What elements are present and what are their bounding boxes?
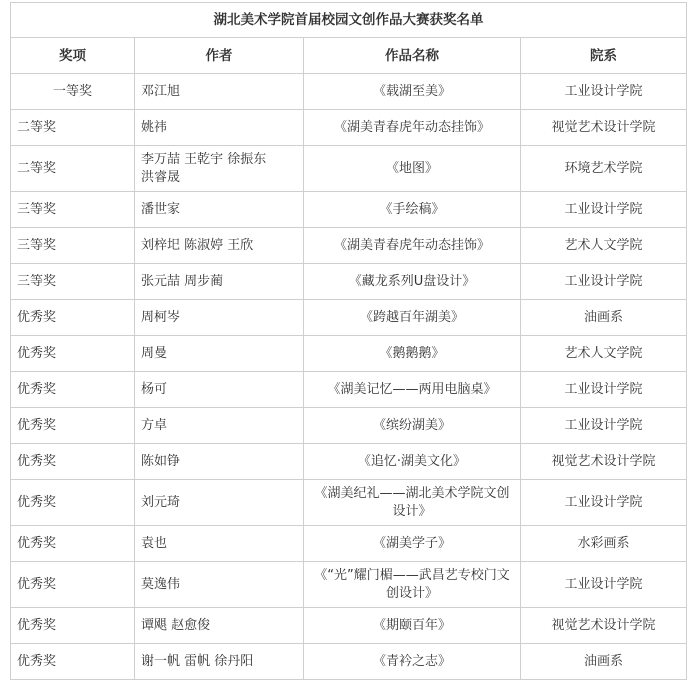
award-cell: 优秀奖	[11, 336, 135, 372]
department-cell: 工业设计学院	[521, 480, 687, 526]
table-row	[11, 444, 687, 480]
table-row	[11, 336, 687, 372]
work-cell: 《期颐百年》	[304, 608, 521, 644]
department-cell: 视觉艺术设计学院	[521, 110, 687, 146]
department-cell: 油画系	[521, 300, 687, 336]
author-cell	[135, 526, 304, 562]
title-row	[11, 3, 687, 38]
department-cell: 环境艺术学院	[521, 146, 687, 192]
author-cell	[135, 562, 304, 608]
header-author: 作者	[135, 38, 304, 74]
author-cell	[135, 608, 304, 644]
header-award: 奖项	[11, 38, 135, 74]
author-cell	[135, 336, 304, 372]
author-cell	[135, 110, 304, 146]
author-line: 陈如铮	[141, 453, 181, 469]
department-cell: 工业设计学院	[521, 408, 687, 444]
department-cell: 视觉艺术设计学院	[521, 608, 687, 644]
award-cell: 优秀奖	[11, 526, 135, 562]
author-cell	[135, 192, 304, 228]
award-cell: 优秀奖	[11, 562, 135, 608]
award-cell: 优秀奖	[11, 408, 135, 444]
author-line: 周曼	[141, 345, 168, 361]
department-cell: 工业设计学院	[521, 372, 687, 408]
department-cell: 工业设计学院	[521, 192, 687, 228]
author-line: 周柯岑	[141, 309, 181, 325]
work-cell: 《“光”耀门楣——武昌艺专校门文创设计》	[304, 562, 521, 608]
work-cell: 《藏龙系列U盘设计》	[304, 264, 521, 300]
award-cell: 优秀奖	[11, 444, 135, 480]
author-line: 刘梓圯 陈淑婷 王欣	[141, 237, 254, 253]
header-row	[11, 38, 687, 74]
work-cell: 《追忆·湖美文化》	[304, 444, 521, 480]
award-cell: 三等奖	[11, 192, 135, 228]
author-cell	[135, 372, 304, 408]
award-cell: 二等奖	[11, 146, 135, 192]
work-cell: 《载湖至美》	[304, 74, 521, 110]
table-row	[11, 526, 687, 562]
department-cell: 艺术人文学院	[521, 228, 687, 264]
author-line: 莫逸伟	[141, 576, 181, 592]
author-line: 邓江旭	[141, 83, 181, 99]
award-cell: 二等奖	[11, 110, 135, 146]
award-cell: 优秀奖	[11, 300, 135, 336]
department-cell: 工业设计学院	[521, 562, 687, 608]
author-cell	[135, 480, 304, 526]
award-cell: 三等奖	[11, 228, 135, 264]
work-cell: 《跨越百年湖美》	[304, 300, 521, 336]
table-title: 湖北美术学院首届校园文创作品大赛获奖名单	[11, 3, 687, 38]
table-row	[11, 372, 687, 408]
author-cell	[135, 146, 304, 192]
department-cell: 艺术人文学院	[521, 336, 687, 372]
author-line: 方卓	[141, 417, 168, 433]
table-row	[11, 264, 687, 300]
work-cell: 《湖美记忆——两用电脑桌》	[304, 372, 521, 408]
author-cell	[135, 264, 304, 300]
table-row	[11, 110, 687, 146]
table-row	[11, 408, 687, 444]
author-line: 姚祎	[141, 119, 168, 135]
table-row	[11, 146, 687, 192]
department-cell: 工业设计学院	[521, 74, 687, 110]
author-cell	[135, 444, 304, 480]
award-cell: 优秀奖	[11, 480, 135, 526]
department-cell: 视觉艺术设计学院	[521, 444, 687, 480]
department-cell: 水彩画系	[521, 526, 687, 562]
work-cell: 《湖美青春虎年动态挂饰》	[304, 110, 521, 146]
work-cell: 《缤纷湖美》	[304, 408, 521, 444]
table-row	[11, 644, 687, 680]
work-cell: 《湖美学子》	[304, 526, 521, 562]
award-cell: 优秀奖	[11, 644, 135, 680]
award-list-table	[10, 2, 687, 680]
author-line: 杨可	[141, 381, 168, 397]
department-cell: 工业设计学院	[521, 264, 687, 300]
author-line: 张元喆 周步蔺	[141, 273, 224, 289]
award-cell: 优秀奖	[11, 372, 135, 408]
work-cell: 《青衿之志》	[304, 644, 521, 680]
author-cell	[135, 228, 304, 264]
table-row	[11, 228, 687, 264]
header-work: 作品名称	[304, 38, 521, 74]
table-row	[11, 608, 687, 644]
work-cell: 《湖美纪礼——湖北美术学院文创设计》	[304, 480, 521, 526]
author-cell	[135, 408, 304, 444]
author-line: 谢一帆 雷帆 徐丹阳	[141, 653, 254, 669]
author-line: 洪睿晟	[141, 169, 181, 185]
table-row	[11, 562, 687, 608]
award-cell: 三等奖	[11, 264, 135, 300]
author-line: 李万喆 王乾宇 徐振东	[141, 151, 267, 167]
table-row	[11, 192, 687, 228]
department-cell: 油画系	[521, 644, 687, 680]
work-cell: 《地图》	[304, 146, 521, 192]
author-cell	[135, 300, 304, 336]
table-row	[11, 480, 687, 526]
author-line: 刘元琦	[141, 494, 181, 510]
work-cell: 《湖美青春虎年动态挂饰》	[304, 228, 521, 264]
award-cell: 优秀奖	[11, 608, 135, 644]
award-cell: 一等奖	[11, 74, 135, 110]
header-department: 院系	[521, 38, 687, 74]
author-line: 袁也	[141, 535, 168, 551]
author-line: 谭飓 赵愈俊	[141, 617, 211, 633]
table-row	[11, 74, 687, 110]
author-cell	[135, 74, 304, 110]
author-cell	[135, 644, 304, 680]
work-cell: 《鹅鹅鹅》	[304, 336, 521, 372]
work-cell: 《手绘稿》	[304, 192, 521, 228]
author-line: 潘世家	[141, 201, 181, 217]
table-row	[11, 300, 687, 336]
